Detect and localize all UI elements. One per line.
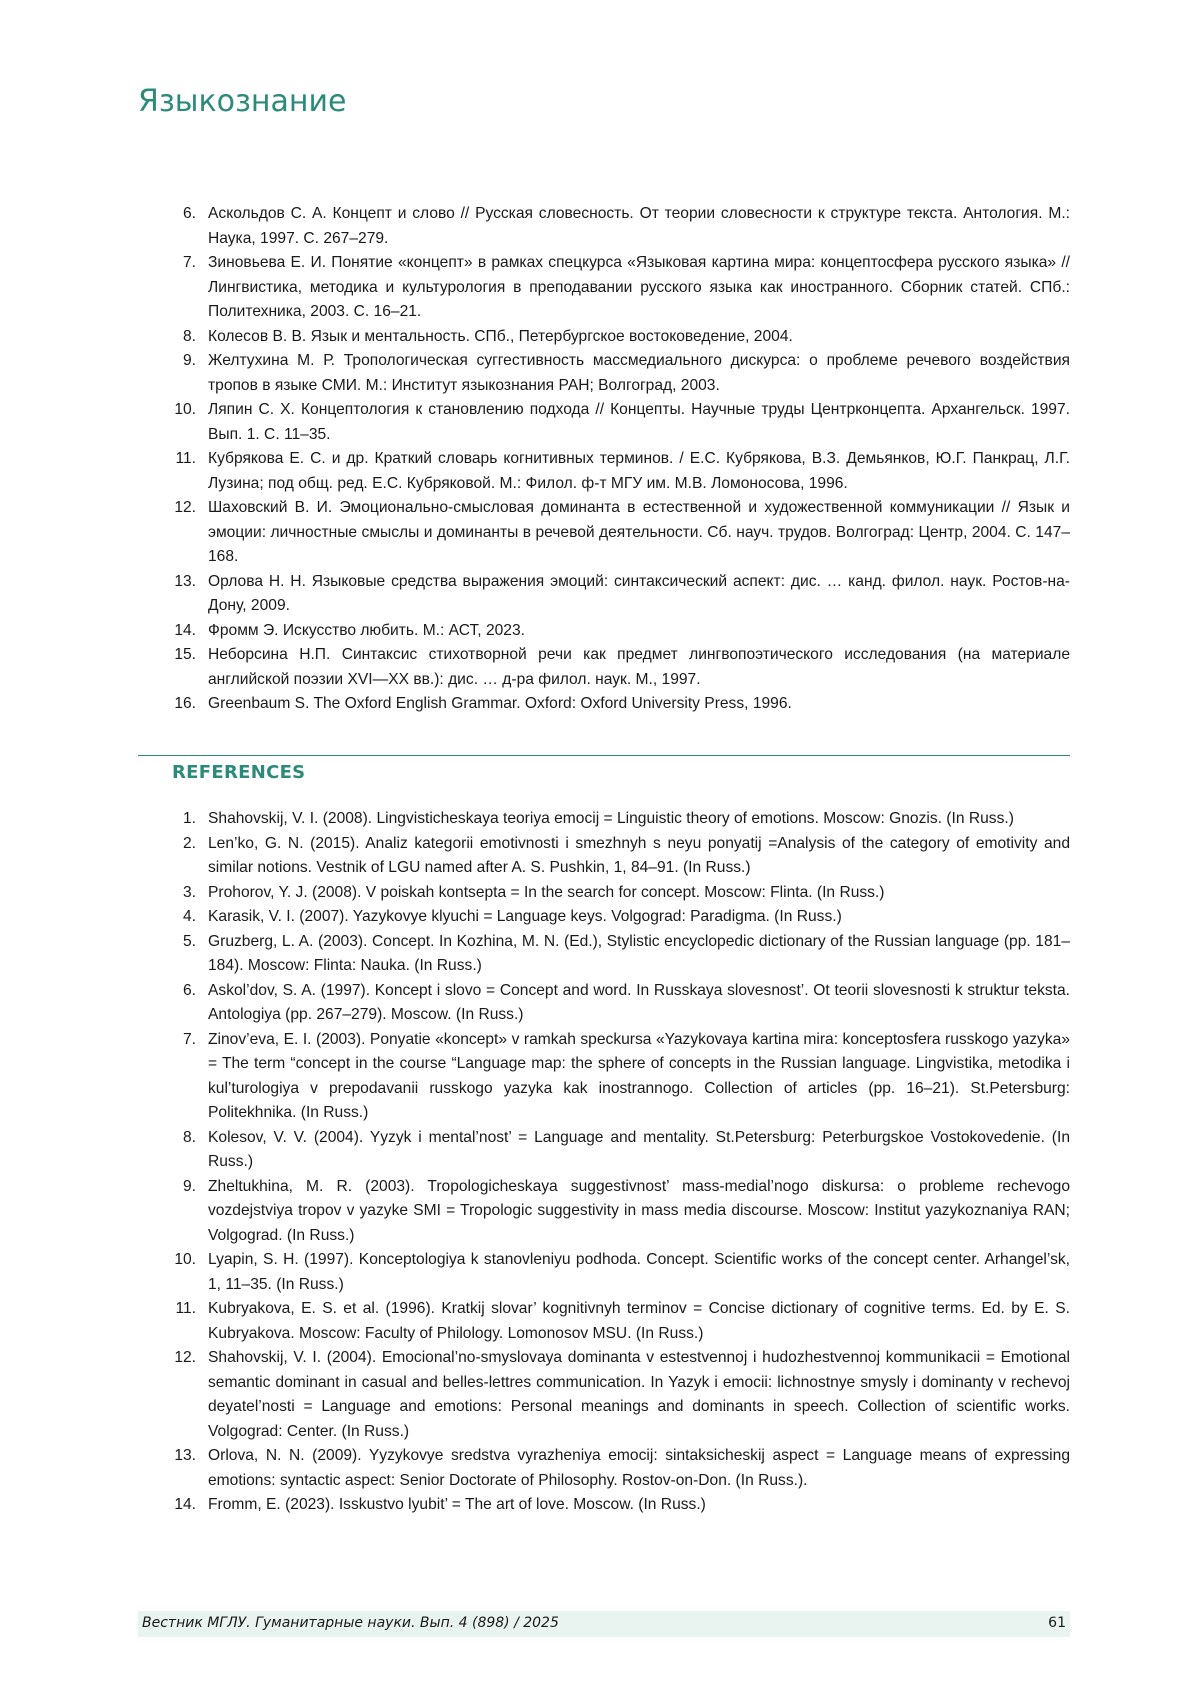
reference-text: Askol’dov, S. A. (1997). Koncept i slovo = Concept and word. In Russkaya slovesnost’. Ot teorii slovesnosti k struktur teksta. Antologiya (pp. 267–279). Moscow. (In Russ.): [208, 982, 1070, 1024]
reference-number: 3.: [160, 881, 196, 906]
reference-text: Fromm, E. (2023). Isskustvo lyubit’ = The art of love. Moscow. (In Russ.): [208, 1496, 706, 1513]
reference-number: 10.: [160, 1248, 196, 1273]
reference-item: [160, 905, 1070, 930]
reference-item: [160, 1444, 1070, 1493]
section-divider: [138, 755, 1070, 756]
reference-number: 7.: [160, 251, 196, 276]
reference-item: [160, 1248, 1070, 1297]
reference-number: 12.: [160, 1346, 196, 1371]
reference-text: Karasik, V. I. (2007). Yazykovye klyuchi = Language keys. Volgograd: Paradigma. (In Russ.): [208, 908, 842, 925]
reference-item: [160, 325, 1070, 350]
reference-item: [160, 1028, 1070, 1126]
reference-number: 6.: [160, 979, 196, 1004]
reference-item: [160, 807, 1070, 832]
reference-text: Len’ko, G. N. (2015). Analiz kategorii emotivnosti i smezhnyh s neyu ponyatij =Analysis of the category of emotivity and similar notions. Vestnik of LGU named after A. S. Pushkin, 1, 84–91. (In Russ.): [208, 835, 1070, 877]
reference-text: Kubryakova, E. S. et al. (1996). Kratkij slovar’ kognitivnyh terminov = Concise dictionary of cognitive terms. Ed. by E. S. Kubryakova. Moscow: Faculty of Philology. Lomonosov MSU. (In Russ.): [208, 1300, 1070, 1342]
reference-text: Zheltukhina, M. R. (2003). Tropologicheskaya suggestivnost’ mass-medial’nogo diskursa: o probleme rechevogo vozdejstviya tropov v yazyke SMI = Tropologic suggestivity in mass media discourse. Moscow: Institut yazykoznaniya RAN; Volgograd. (In Russ.): [208, 1178, 1070, 1244]
reference-item: [160, 1493, 1070, 1518]
reference-number: 13.: [160, 1444, 196, 1469]
reference-number: 8.: [160, 1126, 196, 1151]
reference-item: [160, 496, 1070, 570]
reference-text: Gruzberg, L. A. (2003). Concept. In Kozhina, M. N. (Ed.), Stylistic encyclopedic dictionary of the Russian language (pp. 181–184). Moscow: Flinta: Nauka. (In Russ.): [208, 933, 1070, 975]
reference-number: 10.: [160, 398, 196, 423]
reference-text: Аскольдов С. А. Концепт и слово // Русская словесность. От теории словесности к структуре текста. Антология. М.: Наука, 1997. С. 267–279.: [208, 205, 1070, 247]
reference-item: [160, 398, 1070, 447]
reference-text: Kolesov, V. V. (2004). Yyzyk i mental’nost’ = Language and mentality. St.Petersburg: Peterburgskoe Vostokovedenie. (In Russ.): [208, 1129, 1070, 1171]
page-number: 61: [1048, 1615, 1066, 1631]
reference-text: Фромм Э. Искусство любить. М.: АСТ, 2023.: [208, 622, 525, 639]
reference-number: 13.: [160, 570, 196, 595]
references-heading: REFERENCES: [172, 762, 305, 783]
journal-title: Вестник МГЛУ. Гуманитарные науки. Вып. 4 (898) / 2025: [142, 1615, 559, 1631]
reference-item: [160, 1297, 1070, 1346]
reference-text: Зиновьева Е. И. Понятие «концепт» в рамках спецкурса «Языковая картина мира: концептосфера русского языка» // Лингвистика, методика и культурология в преподавании русского языка как иностранного. Сборник статей. СПб.: Политехника, 2003. С. 16–21.: [208, 254, 1070, 320]
page-footer: [138, 1611, 1070, 1637]
reference-item: [160, 251, 1070, 325]
reference-item: [160, 692, 1070, 717]
reference-number: 16.: [160, 692, 196, 717]
russian-reference-list: [160, 202, 1070, 717]
reference-item: [160, 979, 1070, 1028]
reference-text: Greenbaum S. The Oxford English Grammar. Oxford: Oxford University Press, 1996.: [208, 695, 792, 712]
reference-number: 9.: [160, 1175, 196, 1200]
reference-number: 15.: [160, 643, 196, 668]
reference-item: [160, 930, 1070, 979]
reference-item: [160, 1126, 1070, 1175]
reference-number: 9.: [160, 349, 196, 374]
reference-number: 14.: [160, 1493, 196, 1518]
reference-text: Ляпин С. Х. Концептология к становлению подхода // Концепты. Научные труды Центрконцепта. Архангельск. 1997. Вып. 1. С. 11–35.: [208, 401, 1070, 443]
reference-text: Орлова Н. Н. Языковые средства выражения эмоций: синтаксический аспект: дис. … канд. филол. наук. Ростов-на-Дону, 2009.: [208, 573, 1070, 615]
reference-text: Orlova, N. N. (2009). Yyzykovye sredstva vyrazheniya emocij: sintaksicheskij aspect = Language means of expressing emotions: syntactic aspect: Senior Doctorate of Philosophy. Rostov-on-Don. (In Russ.).: [208, 1447, 1070, 1489]
reference-text: Shahovskij, V. I. (2004). Emocional’no-smyslovaya dominanta v estestvennoj i hudozhestvennoj kommunikacii = Emotional semantic dominant in casual and belles-lettres communication. In Yazyk i emocii: lichnostnye smysly i dominanty v rechevoj deyatel’nosti = Language and emotions: Personal meanings and dominants in speech. Collection of scientific works. Volgograd: Center. (In Russ.): [208, 1349, 1070, 1440]
reference-item: [160, 447, 1070, 496]
reference-number: 5.: [160, 930, 196, 955]
english-reference-list: [160, 807, 1070, 1518]
reference-text: Кубрякова Е. С. и др. Краткий словарь когнитивных терминов. / Е.С. Кубрякова, В.З. Демьянков, Ю.Г. Панкрац, Л.Г. Лузина; под общ. ред. Е.С. Кубряковой. М.: Филол. ф-т МГУ им. М.В. Ломоносова, 1996.: [208, 450, 1070, 492]
section-title: Языкознание: [138, 84, 346, 119]
reference-text: Неборсина Н.П. Синтаксис стихотворной речи как предмет лингвопоэтического исследования (на материале английской поэзии XVI—XX вв.): дис. … д-ра филол. наук. М., 1997.: [208, 646, 1070, 688]
reference-number: 12.: [160, 496, 196, 521]
reference-number: 11.: [160, 1297, 196, 1322]
reference-item: [160, 570, 1070, 619]
reference-text: Prohorov, Y. J. (2008). V poiskah kontsepta = In the search for concept. Moscow: Flinta. (In Russ.): [208, 884, 885, 901]
reference-text: Желтухина М. Р. Тропологическая суггестивность массмедиального дискурса: о проблеме речевого воздействия тропов в языке СМИ. М.: Институт языкознания РАН; Волгоград, 2003.: [208, 352, 1070, 394]
reference-item: [160, 202, 1070, 251]
reference-item: [160, 1346, 1070, 1444]
reference-number: 4.: [160, 905, 196, 930]
reference-text: Zinov’eva, E. I. (2003). Ponyatie «koncept» v ramkah speckursa «Yazykovaya kartina mira: konceptosfera russkogo yazyka» = The term “concept in the course “Language map: the sphere of concepts in the Russian language. Lingvistika, metodika i kul’turologiya v prepodavanii russkogo yazyka kak inostrannogo. Collection of articles (pp. 16–21). St.Petersburg: Politekhnika. (In Russ.): [208, 1031, 1070, 1122]
reference-item: [160, 832, 1070, 881]
reference-number: 2.: [160, 832, 196, 857]
reference-number: 14.: [160, 619, 196, 644]
reference-item: [160, 1175, 1070, 1249]
reference-text: Shahovskij, V. I. (2008). Lingvisticheskaya teoriya emocij = Linguistic theory of emotions. Moscow: Gnozis. (In Russ.): [208, 810, 1014, 827]
reference-item: [160, 643, 1070, 692]
reference-number: 1.: [160, 807, 196, 832]
reference-number: 8.: [160, 325, 196, 350]
reference-item: [160, 619, 1070, 644]
reference-text: Lyapin, S. H. (1997). Konceptologiya k stanovleniyu podhoda. Concept. Scientific works of the concept center. Arhangel’sk, 1, 11–35. (In Russ.): [208, 1251, 1070, 1293]
reference-number: 6.: [160, 202, 196, 227]
reference-item: [160, 349, 1070, 398]
reference-text: Шаховский В. И. Эмоционально-смысловая доминанта в естественной и художественной коммуникации // Язык и эмоции: личностные смыслы и доминанты в речевой деятельности. Сб. науч. трудов. Волгоград: Центр, 2004. С. 147–168.: [208, 499, 1070, 565]
reference-item: [160, 881, 1070, 906]
reference-number: 11.: [160, 447, 196, 472]
reference-number: 7.: [160, 1028, 196, 1053]
reference-text: Колесов В. В. Язык и ментальность. СПб., Петербургское востоковедение, 2004.: [208, 328, 793, 345]
